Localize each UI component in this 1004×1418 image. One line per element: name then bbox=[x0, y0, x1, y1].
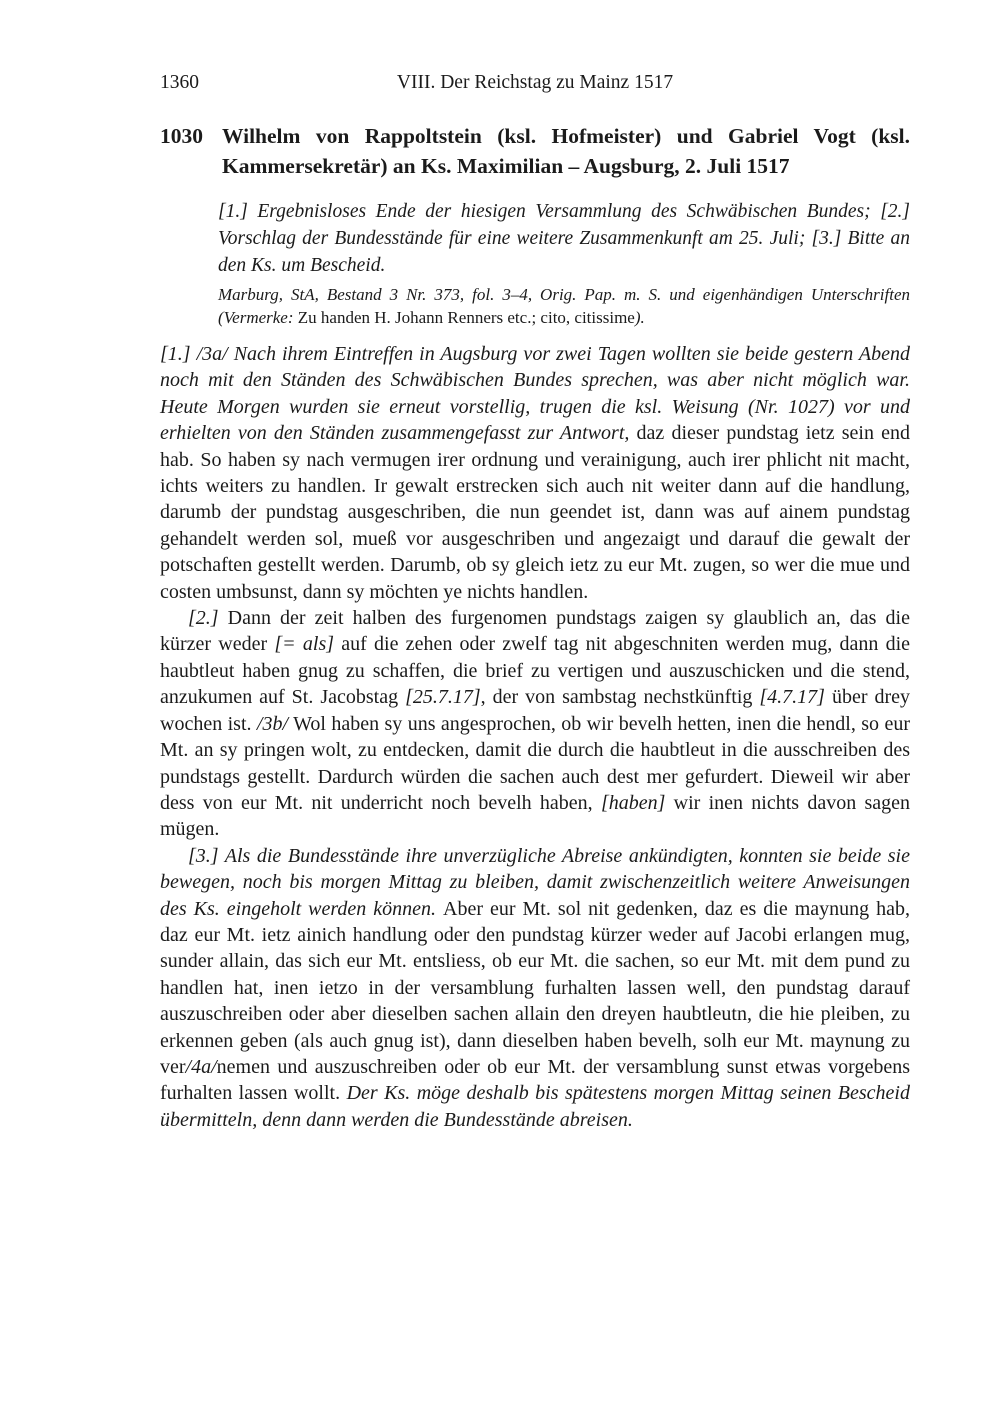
text-segment: [3.] Als die Bundesstände ihre unverzügliche Abreise ankündigten, konnten sie beide sie bewegen, noch bis morgen Mittag zu bleiben, damit zwischenzeitlich weitere Anweisungen des Ks. eingeholt werden können. bbox=[160, 844, 910, 920]
page-header bbox=[160, 72, 910, 100]
text-segment: wir inen nichts davon sagen mügen. bbox=[160, 791, 911, 841]
text-segment: [2.] bbox=[188, 607, 228, 630]
text-segment: Dann der zeit halben des furgenomen pundstags zaigen sy glaublich an, das die kürzer weder bbox=[160, 607, 910, 656]
text-segment: auf die zehen oder zwelf tag nit abgeschniten werden mug, dann die haubtleut haben gnug zu schaffen, die brief zu vertigen und auszuschicken und die stend, anzukumen auf St. Jacobstag bbox=[160, 633, 910, 709]
document-number: 1030 bbox=[160, 124, 203, 148]
text-segment: /3b/ bbox=[256, 712, 289, 735]
text-segment: Zu handen H. Johann Renners etc.; cito, citissime bbox=[297, 307, 635, 327]
document-heading bbox=[160, 121, 910, 181]
source-note bbox=[218, 284, 910, 329]
text-segment: nemen und auszuschreiben oder ob eur Mt. der versamblung sunst etwas vorgebens furhalten lassen wollt. bbox=[160, 1055, 910, 1105]
text-segment: , der von sambstag nechstkünftig bbox=[480, 686, 760, 709]
text-segment: [4.7.17] bbox=[759, 686, 825, 709]
text-segment: über drey wochen ist. bbox=[160, 686, 910, 735]
text-segment: [= als] bbox=[274, 633, 335, 656]
text-segment: daz dieser pundstag ietz sein end hab. So haben sy nach vermugen irer ordnung und verainigung, auch irer phlicht nit macht, ichts weiters zu handlen. Ir gewalt erstrecken sich auch nit weiter dann auf die handlung, darumb der pundstag ausgeschriben, die nun geendet ist, dann was auf ainem pundstag gehandelt werden sol, mueß vor ausgeschriben und angezaigt und darauf die gewalt der potschaften gestellt werden. Darumb, ob sy gleich ietz zu eur Mt. zugen, so wer die mue und costen umbsunst, dann sy möchten ye nichts handlen. bbox=[160, 422, 910, 603]
text-segment: [25.7.17] bbox=[405, 686, 481, 709]
paragraph-2 bbox=[160, 605, 910, 843]
text-segment: [haben] bbox=[600, 791, 666, 814]
paragraph-1 bbox=[160, 341, 910, 605]
running-head: VIII. Der Reichstag zu Mainz 1517 bbox=[396, 72, 674, 93]
text-segment: Aber eur Mt. sol nit gedenken, daz es die maynung hab, daz eur Mt. ietz ainich handlung oder den pundstag kürzer weder auf Jacobi erlangen mug, sunder allain, das sich eur Mt. entsliess, ob eur Mt. die sachen, so eur Mt. mit dem pund zu handlen hat, inen ietzo in der versamblung furhalten lassen well, den pundstag darauf auszuschreiben oder aber dieselben sachen allain den dreyen haubtleutn, die hie pleiben, zu erkennen geben (als auch gnug ist), dann dieselben haben bevelh, solh eur Mt. maynung zu ver bbox=[160, 897, 910, 1078]
document-body bbox=[160, 341, 910, 1133]
text-segment: Der Ks. möge deshalb bis spätestens morgen Mittag seinen Bescheid übermitteln, denn dann werden die Bundesstände abreisen. bbox=[160, 1082, 910, 1131]
text-segment: /4a/ bbox=[185, 1055, 217, 1078]
page-number: 1360 bbox=[160, 72, 199, 93]
text-segment: ). bbox=[634, 307, 645, 327]
text-segment: [1.] /3a/ Nach ihrem Eintreffen in Augsburg vor zwei Tagen wollten sie beide gestern Abend noch mit den Ständen des Schwäbischen Bundes sprechen, was aber nicht möglich war. Heute Morgen wurden sie erneut vorstellig, trugen die ksl. Weisung (Nr. 1027) vor und erhielten von den Ständen zusammengefasst zur Antwort, bbox=[160, 343, 910, 445]
document-title: Wilhelm von Rappoltstein (ksl. Hofmeister) und Gabriel Vogt (ksl. Kammersekretär) an Ks. Maximilian – Augsburg, 2. Juli 1517 bbox=[222, 124, 910, 178]
text-segment: Marburg, StA, Bestand 3 Nr. 373, fol. 3–4, Orig. Pap. m. S. und eigenhändigen Unterschriften (Vermerke: bbox=[218, 285, 910, 327]
document-summary: [1.] Ergebnisloses Ende der hiesigen Versammlung des Schwäbischen Bundes; [2.] Vorschlag der Bundesstände für eine weitere Zusammenkunft am 25. Juli; [3.] Bitte an den Ks. um Bescheid. bbox=[218, 201, 910, 276]
text-segment: Wol haben sy uns angesprochen, ob wir bevelh hetten, inen die hendl, so eur Mt. an sy pringen wolt, zu entdecken, damit die durch die haubtleut in die ausschreiben des pundstags gestellt. Dardurch würden die sachen auch dest mer gefurdert. Dieweil wir aber dess von eur Mt. nit underricht noch bevelh haben, bbox=[160, 712, 911, 814]
paragraph-3 bbox=[160, 843, 910, 1133]
